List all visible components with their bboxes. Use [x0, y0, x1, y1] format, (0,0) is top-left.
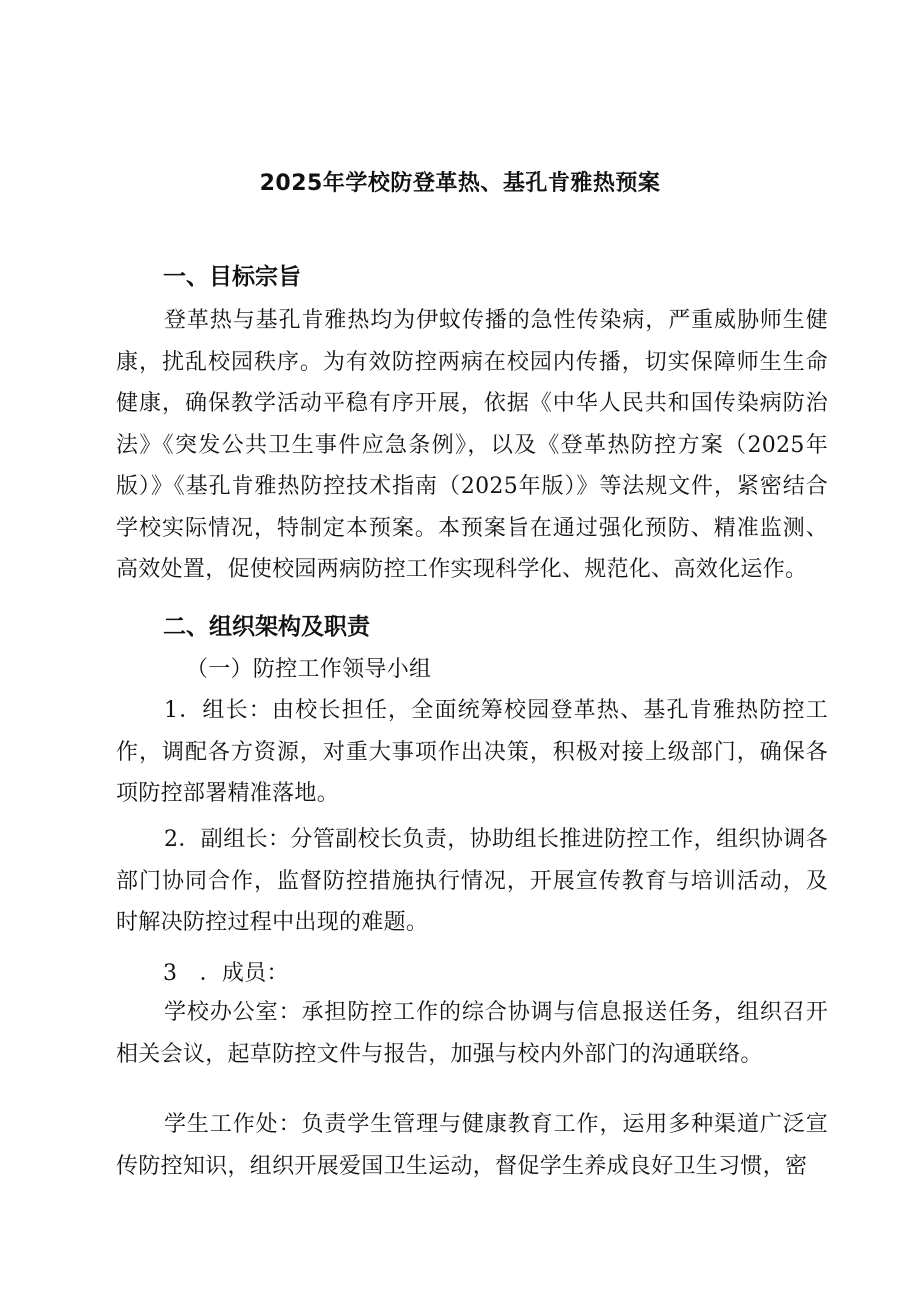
item2-paragraph: 2．副组长：分管副校长负责，协助组长推进防控工作，组织协调各部门协同合作，监督防控措施执行情况，开展宣传教育与培训活动，及时解决防控过程中出现的难题。: [116, 827, 828, 935]
item1-paragraph: 1．组长：由校长担任，全面统筹校园登革热、基孔肯雅热防控工作，调配各方资源，对重大事项作出决策，积极对接上级部门，确保各项防控部署精准落地。: [116, 698, 828, 806]
item3-label: 3 ．成员：: [163, 961, 289, 986]
section2-subheading: （一）防控工作领导小组: [186, 657, 432, 682]
section2-heading: 二、组织架构及职责: [163, 614, 370, 640]
section1-paragraph: 登革热与基孔肯雅热均为伊蚊传播的急性传染病，严重威胁师生健康，扰乱校园秩序。为有效防控两病在校园内传播，切实保障师生生命健康，确保教学活动平稳有序开展，依据《中华人民共和国传染病防治法》《突发公共卫生事件应急条例》，以及《登革热防控方案（2025年版）》《基孔肯雅热防控技术指南（2025年版）》等法规文件，紧密结合学校实际情况，特制定本预案。本预案旨在通过强化预防、精准监测、高效处置，促使校园两病防控工作实现科学化、规范化、高效化运作。: [116, 308, 828, 582]
office-paragraph: 学校办公室：承担防控工作的综合协调与信息报送任务，组织召开相关会议，起草防控文件与报告，加强与校内外部门的沟通联络。: [116, 1000, 828, 1067]
section1-heading: 一、目标宗旨: [163, 264, 301, 290]
document-title: 2025年学校防登革热、基孔肯雅热预案: [259, 171, 661, 196]
student-affairs-paragraph: 学生工作处：负责学生管理与健康教育工作，运用多种渠道广泛宣传防控知识，组织开展爱国卫生运动，督促学生养成良好卫生习惯，密: [116, 1112, 828, 1179]
